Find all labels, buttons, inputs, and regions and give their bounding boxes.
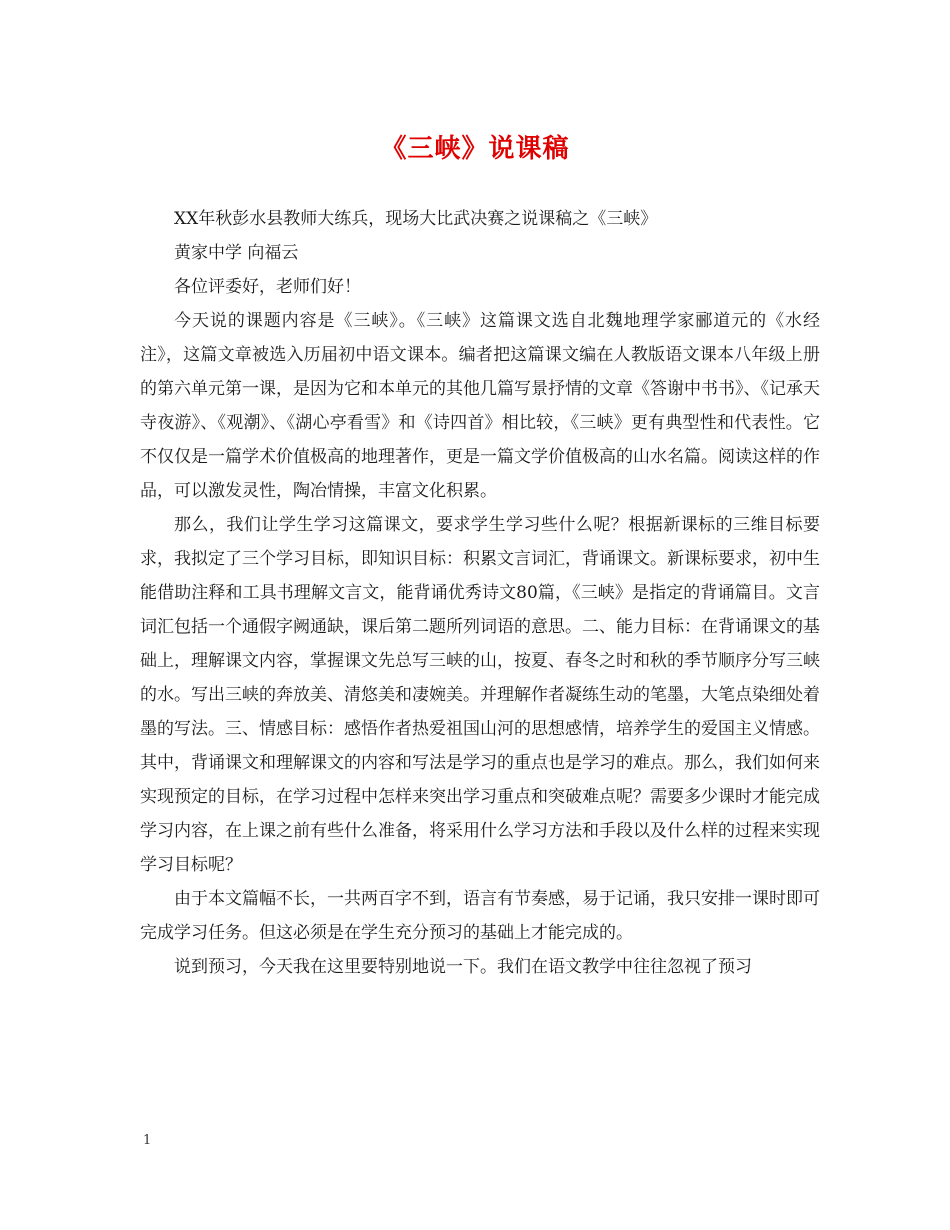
- paragraph-greeting: 各位评委好，老师们好！: [174, 277, 361, 297]
- document-title: 《三峡》说课稿: [380, 134, 570, 164]
- paragraph-preview: 说到预习，今天我在这里要特别地说一下。我们在语文教学中往往忽视了预习: [174, 957, 752, 977]
- paragraph-author-line: 黄家中学 向福云: [174, 243, 299, 263]
- paragraph-event-line: XX年秋彭水县教师大练兵，现场大比武决赛之说课稿之《三峡》: [174, 209, 658, 229]
- paragraph-introduction: 今天说的课题内容是《三峡》。《三峡》这篇课文选自北魏地理学家郦道元的《水经注》，这篇文章被选入历届初中语文课本。编者把这篇课文编在人教版语文课本八年级上册的第六单元第一课，是因为它和本单元的其他几篇写景抒情的文章《答谢中书书》、《记承天寺夜游》、《观潮》、《湖心亭看雪》和《诗四首》相比较，《三峡》更有典型性和代表性。它不仅仅是一篇学术价值极高的地理著作，更是一篇文学价值极高的山水名篇。阅读这样的作品，可以激发灵性，陶冶情操，丰富文化积累。: [140, 311, 820, 501]
- paragraph-schedule: 由于本文篇幅不长，一共两百字不到，语言有节奏感，易于记诵，我只安排一课时即可完成学习任务。但这必须是在学生充分预习的基础上才能完成的。: [140, 889, 820, 943]
- document-body: [140, 202, 820, 984]
- paragraph-objectives: 那么，我们让学生学习这篇课文，要求学生学习些什么呢？根据新课标的三维目标要求，我拟定了三个学习目标，即知识目标：积累文言词汇，背诵课文。新课标要求，初中生能借助注释和工具书理解文言文，能背诵优秀诗文80篇，《三峡》是指定的背诵篇目。文言词汇包括一个通假字阙通缺，课后第二题所列词语的意思。二、能力目标：在背诵课文的基础上，理解课文内容，掌握课文先总写三峡的山，按夏、春冬之时和秋的季节顺序分写三峡的水。写出三峡的奔放美、清悠美和凄婉美。并理解作者凝练生动的笔墨，大笔点染细处着墨的写法。三、情感目标：感悟作者热爱祖国山河的思想感情，培养学生的爱国主义情感。其中，背诵课文和理解课文的内容和写法是学习的重点也是学习的难点。那么，我们如何来实现预定的目标，在学习过程中怎样来突出学习重点和突破难点呢？需要多少课时才能完成学习内容，在上课之前有些什么准备，将采用什么学习方法和手段以及什么样的过程来实现学习目标呢？: [140, 515, 820, 875]
- page-number: 1: [143, 1133, 152, 1148]
